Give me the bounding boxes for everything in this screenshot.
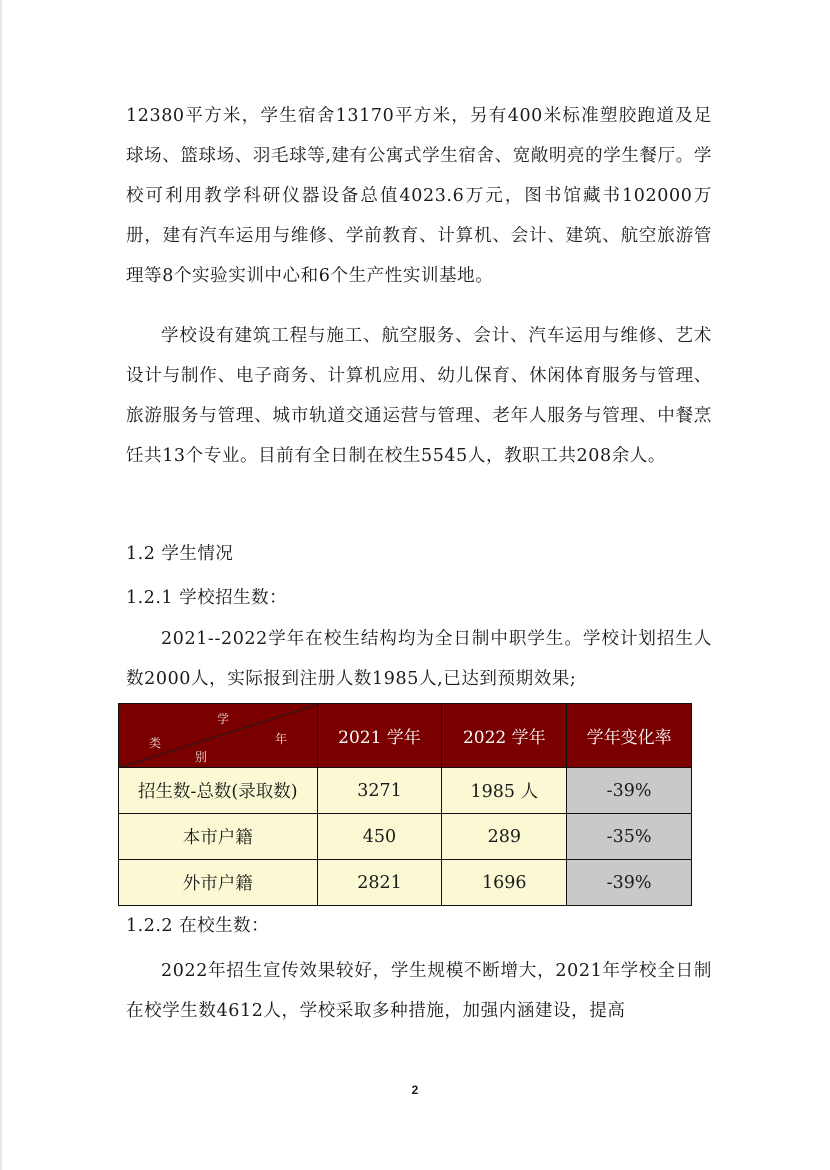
column-header: 2022 学年 (442, 704, 567, 768)
table-header-row (119, 704, 692, 768)
cell-2022: 1985 人 (442, 768, 567, 814)
paragraph-enrollment: 2021--2022学年在校生结构均为全日制中职学生。学校计划招生人数2000人，实际报到注册人数1985人,已达到预期效果; (126, 629, 712, 689)
cell-rate: -39% (567, 768, 692, 814)
cell-rate: -39% (567, 860, 692, 906)
row-category: 本市户籍 (119, 814, 318, 860)
paragraph-current-students: 2022年招生宣传效果较好，学生规模不断增大，2021年学校全日制在校学生数4612人，学校采取多种措施，加强内涵建设，提高 (126, 961, 712, 1021)
table-corner-cell (119, 704, 318, 768)
corner-label-bie: 别 (195, 750, 208, 764)
row-category: 外市户籍 (119, 860, 318, 906)
cell-rate: -35% (567, 814, 692, 860)
paragraph-facilities: 12380平方米，学生宿舍13170平方米，另有400米标准塑胶跑道及足球场、篮球场、羽毛球等,建有公寓式学生宿舍、宽敞明亮的学生餐厅。学校可利用教学科研仪器设备总值4023.6万元，图书馆藏书102000万册，建有汽车运用与维修、学前教育、计算机、会计、建筑、航空旅游管理等8个实验实训中心和6个生产性实训基地。 (126, 106, 712, 286)
subsection-heading-enrollment: 1.2.1 学校招生数： (126, 588, 288, 608)
corner-label-nian: 年 (275, 732, 288, 746)
paragraph-majors: 学校设有建筑工程与施工、航空服务、会计、汽车运用与维修、艺术设计与制作、电子商务、计算机应用、幼儿保育、休闲体育服务与管理、旅游服务与管理、城市轨道交通运营与管理、老年人服务与管理、中餐烹饪共13个专业。目前有全日制在校生5545人，教职工共208余人。 (126, 326, 712, 466)
cell-2021: 450 (317, 814, 442, 860)
section-heading-student-info: 1.2 学生情况 (126, 544, 234, 564)
cell-2021: 2821 (317, 860, 442, 906)
table-row (119, 768, 692, 814)
table-row (119, 860, 692, 906)
enrollment-table (118, 703, 692, 906)
row-category: 招生数-总数(录取数) (119, 768, 318, 814)
column-header: 学年变化率 (567, 704, 692, 768)
cell-2022: 289 (442, 814, 567, 860)
table-row (119, 814, 692, 860)
subsection-heading-current-students: 1.2.2 在校生数： (126, 916, 270, 936)
corner-label-xue: 学 (217, 712, 230, 726)
corner-label-lei: 类 (149, 736, 162, 750)
cell-2021: 3271 (317, 768, 442, 814)
column-header: 2021 学年 (317, 704, 442, 768)
cell-2022: 1696 (442, 860, 567, 906)
page-number: 2 (411, 1083, 419, 1097)
page-edge (0, 0, 2, 1170)
